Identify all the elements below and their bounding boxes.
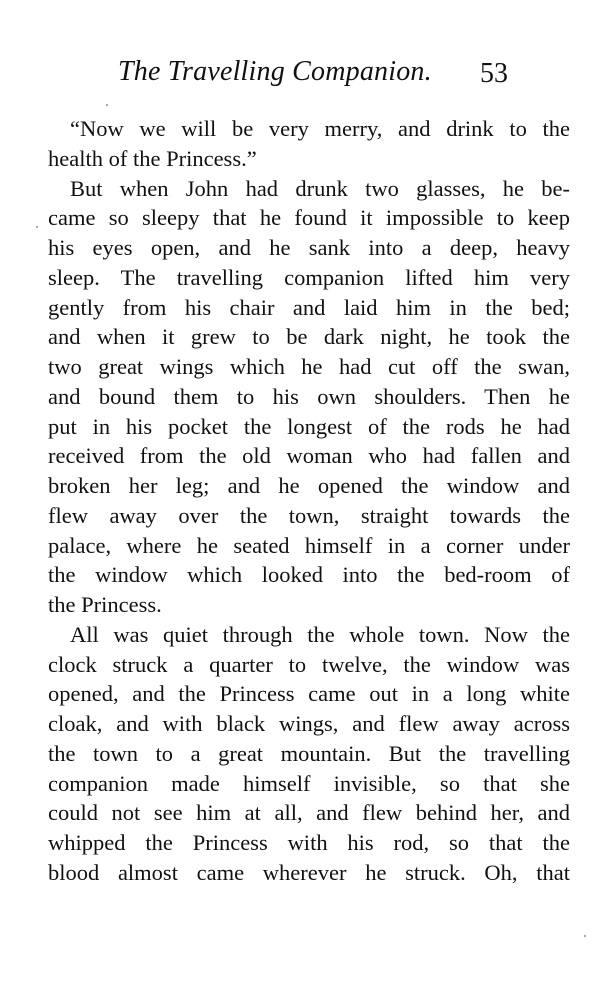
paragraph-2 — [48, 174, 570, 620]
text-line: All was quiet through the whole town. Now the — [70, 621, 570, 647]
text-line: broken her leg; and he opened the window and — [48, 473, 570, 498]
text-line: put in his pocket the longest of the rods he had — [48, 413, 570, 439]
text-line: flew away over the town, straight towards the — [48, 502, 570, 528]
text-line: But when John had drunk two glasses, he be- — [70, 175, 570, 201]
text-line: and when it grew to be dark night, he took the — [48, 324, 570, 350]
text-line: his eyes open, and he sank into a deep, heavy — [48, 235, 570, 260]
text-line: clock struck a quarter to twelve, the window was — [48, 651, 570, 677]
text-line: and bound them to his own shoulders. Then he — [48, 383, 570, 409]
running-title: The Travelling Companion. — [118, 56, 432, 87]
text-line: health of the Princess.” — [48, 145, 257, 171]
text-line: came so sleepy that he found it impossible to keep — [48, 205, 570, 231]
paragraph-3 — [48, 620, 570, 888]
paper-speck — [36, 226, 38, 228]
text-line: two great wings which he had cut off the swan, — [48, 354, 570, 379]
text-line: whipped the Princess with his rod, so that the — [48, 830, 570, 855]
text-line: palace, where he seated himself in a corner under — [48, 532, 570, 558]
text-line: gently from his chair and laid him in the bed; — [48, 294, 570, 320]
text-line: the Princess. — [48, 592, 162, 617]
paragraph-1 — [48, 114, 570, 174]
text-line: the window which looked into the bed-room of — [48, 562, 570, 588]
text-line: cloak, and with black wings, and flew away across — [48, 711, 570, 736]
paper-speck — [106, 104, 108, 106]
text-line: “Now we will be very merry, and drink to the — [70, 116, 570, 141]
text-line: could not see him at all, and flew behind her, and — [48, 800, 570, 826]
text-line: blood almost came wherever he struck. Oh, that — [48, 859, 570, 885]
text-line: opened, and the Princess came out in a long white — [48, 681, 570, 707]
page-number: 53 — [480, 58, 508, 89]
paper-speck — [584, 935, 586, 937]
text-line: companion made himself invisible, so that she — [48, 770, 570, 796]
text-line: received from the old woman who had fallen and — [48, 443, 570, 469]
text-line: sleep. The travelling companion lifted him very — [48, 264, 570, 290]
text-line: the town to a great mountain. But the travelling — [48, 740, 570, 766]
body-text — [48, 114, 570, 888]
